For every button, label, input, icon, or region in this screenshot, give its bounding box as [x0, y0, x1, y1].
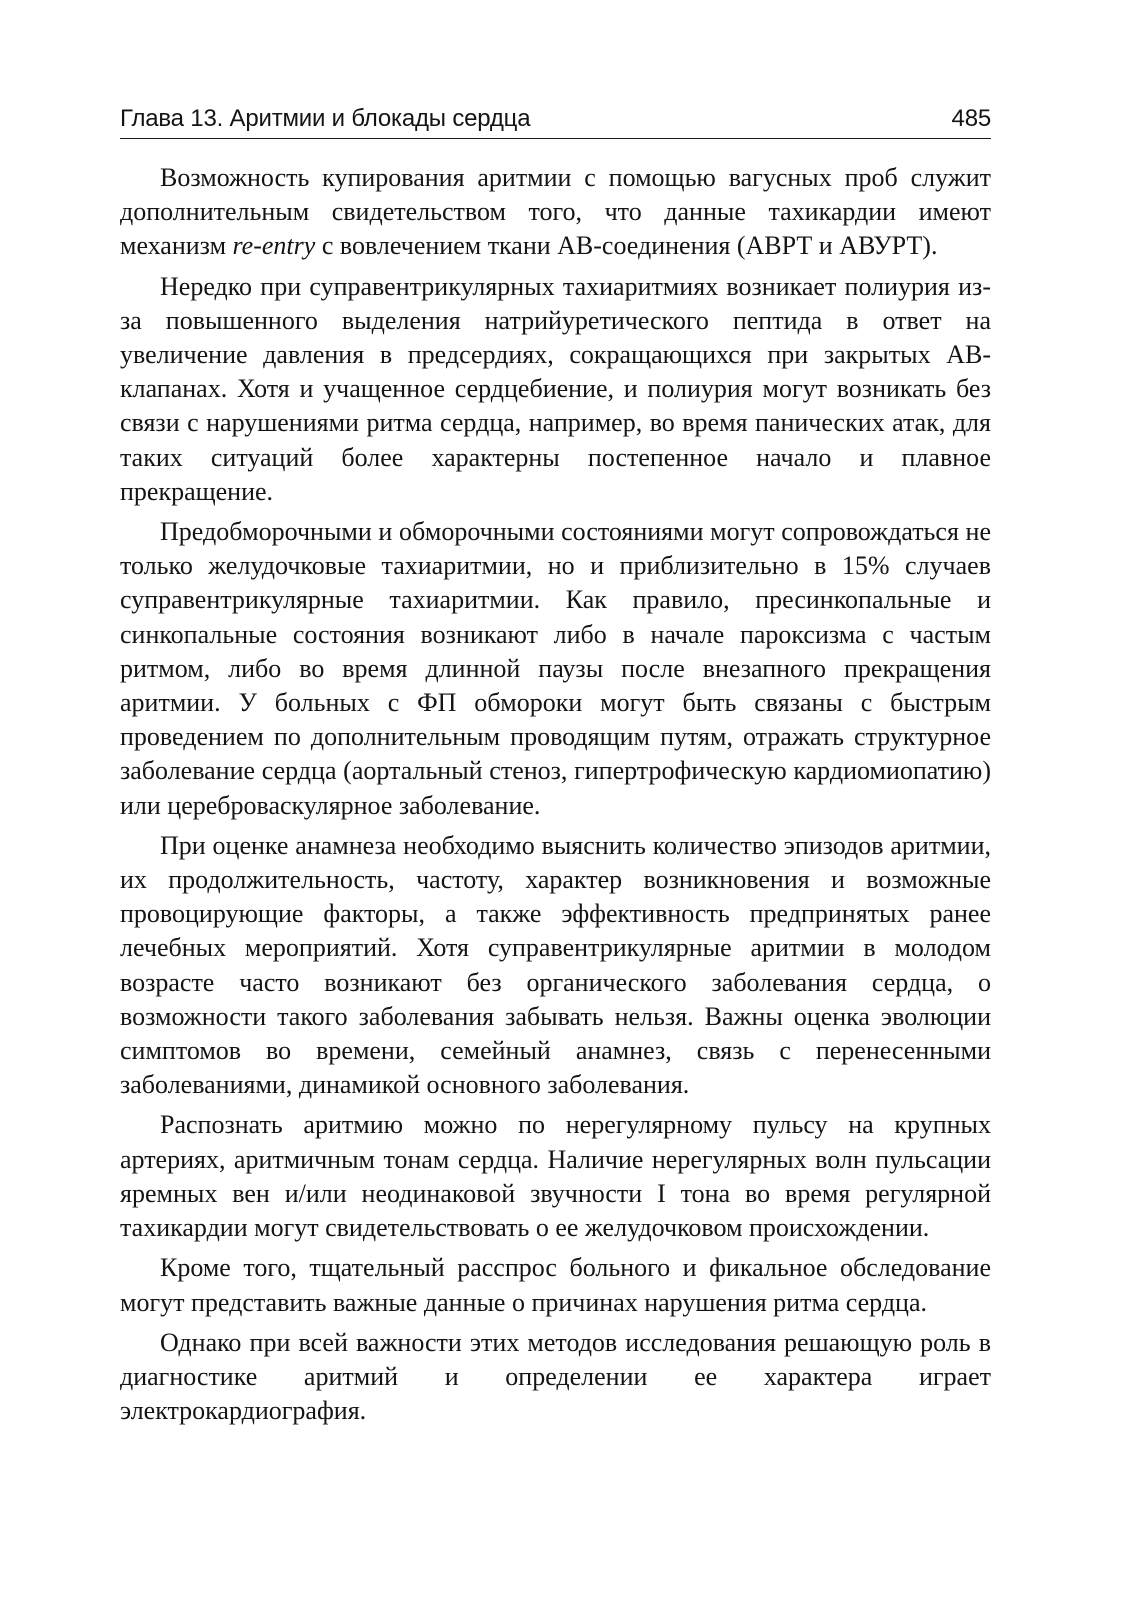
- paragraph: [120, 161, 991, 264]
- paragraph: Однако при всей важности этих методов исследования решающую роль в диагностике аритмий и определении ее характера играет электрокардиография.: [120, 1327, 991, 1426]
- paragraph: Предобморочными и обморочными состояниями могут сопровождаться не только желудочковые тахиаритмии, но и приблизительно в 15% случаев суправентрикулярные тахиаритмии. Как правило, пресинкопальные и синкопальные состояния возникают либо в начале пароксизма с частым ритмом, либо во время длинной паузы после внезапного прекращения аритмии. У больных с ФП обмороки могут быть связаны с быстрым проведением по дополнительным проводящим путям, отражать структурное заболевание сердца (аортальный стеноз, гипертрофическую кардиомиопатию) или цереброваскулярное заболевание.: [120, 517, 991, 820]
- paragraph-text: Возможность купирования аритмии с помощью вагусных проб служит дополнительным свидетельством того, что данные тахикардии имеют механизм: [120, 163, 991, 261]
- chapter-title: Глава 13. Аритмии и блокады сердца: [120, 105, 531, 132]
- running-header: [120, 104, 991, 139]
- paragraph: Нередко при суправентрикулярных тахиаритмиях возникает полиурия из-за повышенного выделения натрийуретического пептида в ответ на увеличение давления в предсердиях, сокращающихся при закрытых АВ-клапанах. Хотя и учащенное сердцебиение, и полиурия могут возникать без связи с нарушениями ритма сердца, например, во время панических атак, для таких ситуаций более характерны постепенное начало и плавное прекращение.: [120, 271, 991, 506]
- paragraph: Кроме того, тщательный расспрос больного и фикальное обследование могут представить важные данные о причинах нарушения ритма сердца.: [120, 1253, 991, 1317]
- book-page: [120, 104, 991, 1428]
- italic-term: re-entry: [232, 231, 316, 261]
- page-number: 485: [951, 105, 991, 132]
- paragraph-text: с вовлечением ткани АВ-соединения (АВРТ и АВУРТ).: [315, 231, 938, 261]
- paragraph: При оценке анамнеза необходимо выяснить количество эпизодов аритмии, их продолжительность, частоту, характер возникновения и возможные провоцирующие факторы, а также эффективность предпринятых ранее лечебных мероприятий. Хотя суправентрикулярные аритмии в молодом возрасте часто возникают без органического заболевания сердца, о возможности такого заболевания забывать нельзя. Важны оценка эволюции симптомов во времени, семейный анамнез, связь с перенесенными заболеваниями, динамикой основного заболевания.: [120, 830, 991, 1100]
- paragraph: Распознать аритмию можно по нерегулярному пульсу на крупных артериях, аритмичным тонам сердца. Наличие нерегулярных волн пульсации яремных вен и/или неодинаковой звучности I тона во время регулярной тахикардии могут свидетельствовать о ее желудочковом происхождении.: [120, 1110, 991, 1243]
- body-text: [120, 161, 991, 1428]
